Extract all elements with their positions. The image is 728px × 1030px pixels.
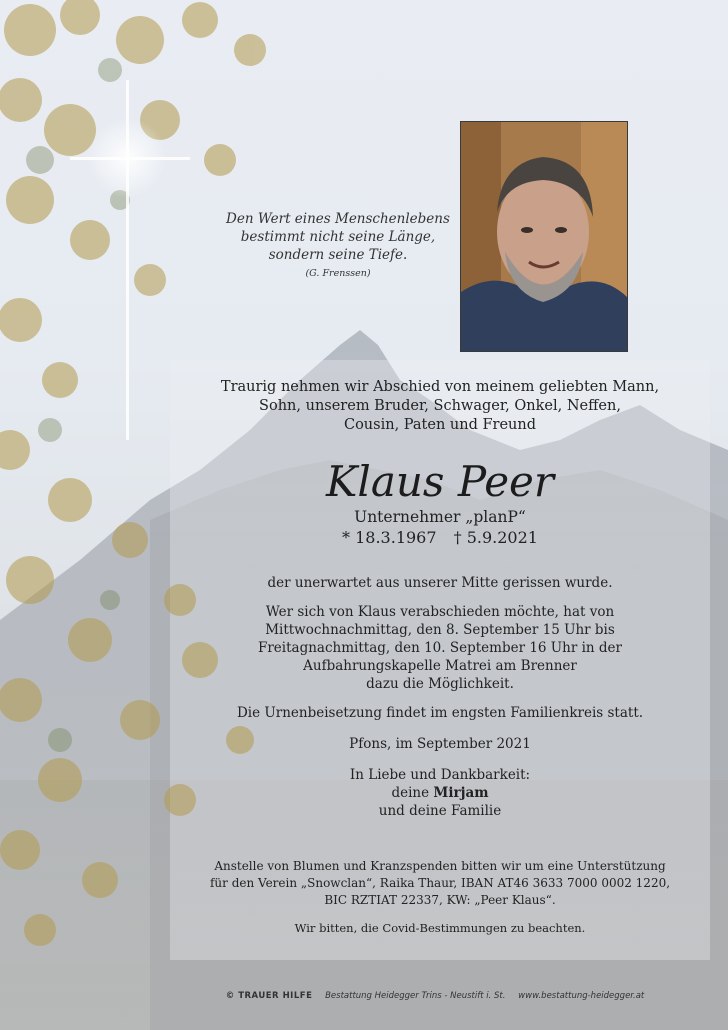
deceased-occupation: Unternehmer „planP“: [354, 508, 526, 526]
deceased-name: Klaus Peer: [326, 457, 554, 506]
intro-line: Traurig nehmen wir Abschied von meinem geliebten Mann,: [220, 379, 660, 395]
intro-text: [190, 378, 690, 435]
viewing-line: Freitagnachmittag, den 10. September 16 Uhr in der: [257, 640, 622, 656]
death-date: † 5.9.2021: [453, 528, 538, 547]
intro-line: Sohn, unserem Bruder, Schwager, Onkel, Neffen,: [259, 398, 621, 414]
signature-block: [190, 766, 690, 820]
quote-line: bestimmt nicht seine Länge,: [240, 229, 436, 245]
viewing-line: Mittwochnachmittag, den 8. September 15 Uhr bis: [265, 622, 615, 638]
place-date: Pfons, im September 2021: [349, 736, 531, 752]
donation-line: BIC RZTIAT 22337, KW: „Peer Klaus“.: [324, 893, 556, 907]
signature-name: Mirjam: [433, 785, 489, 801]
viewing-line: Wer sich von Klaus verabschieden möchte, hat von: [265, 604, 615, 620]
signature-name-line: [190, 784, 690, 802]
covid-note: Wir bitten, die Covid-Bestimmungen zu beachten.: [294, 921, 586, 935]
footer-company: Bestattung Heidegger Trins - Neustift i. St.: [325, 991, 506, 1001]
quote-line: Den Wert eines Menschenlebens: [226, 211, 450, 227]
portrait-photo: [460, 121, 628, 352]
donation-request: [190, 858, 690, 909]
viewing-paragraph: [250, 603, 630, 693]
footer-brand: © TRAUER HILFE: [225, 991, 313, 1001]
quote-line: sondern seine Tiefe.: [268, 247, 408, 263]
donation-line: Anstelle von Blumen und Kranzspenden bitten wir um eine Unterstützung: [214, 859, 666, 873]
intro-line: Cousin, Paten und Freund: [343, 417, 536, 433]
signature-prefix: deine: [391, 785, 434, 801]
portrait-illustration: [461, 122, 627, 351]
viewing-line: Aufbahrungskapelle Matrei am Brenner: [303, 658, 577, 674]
life-dates: [190, 527, 690, 549]
passing-text: der unerwartet aus unserer Mitte gerissen wurde.: [267, 575, 613, 591]
footer: [180, 990, 700, 1002]
birth-date: * 18.3.1967: [342, 528, 437, 547]
viewing-line: dazu die Möglichkeit.: [366, 676, 514, 692]
quote: [218, 210, 458, 283]
donation-line: für den Verein „Snowclan“, Raika Thaur, IBAN AT46 3633 7000 0002 1220,: [209, 876, 671, 890]
quote-source: (G. Frenssen): [305, 268, 371, 279]
burial-text: Die Urnenbeisetzung findet im engsten Familienkreis statt.: [236, 705, 644, 721]
signature-line: und deine Familie: [378, 803, 502, 819]
footer-url[interactable]: www.bestattung-heidegger.at: [518, 991, 645, 1001]
signature-line: In Liebe und Dankbarkeit:: [349, 767, 531, 783]
